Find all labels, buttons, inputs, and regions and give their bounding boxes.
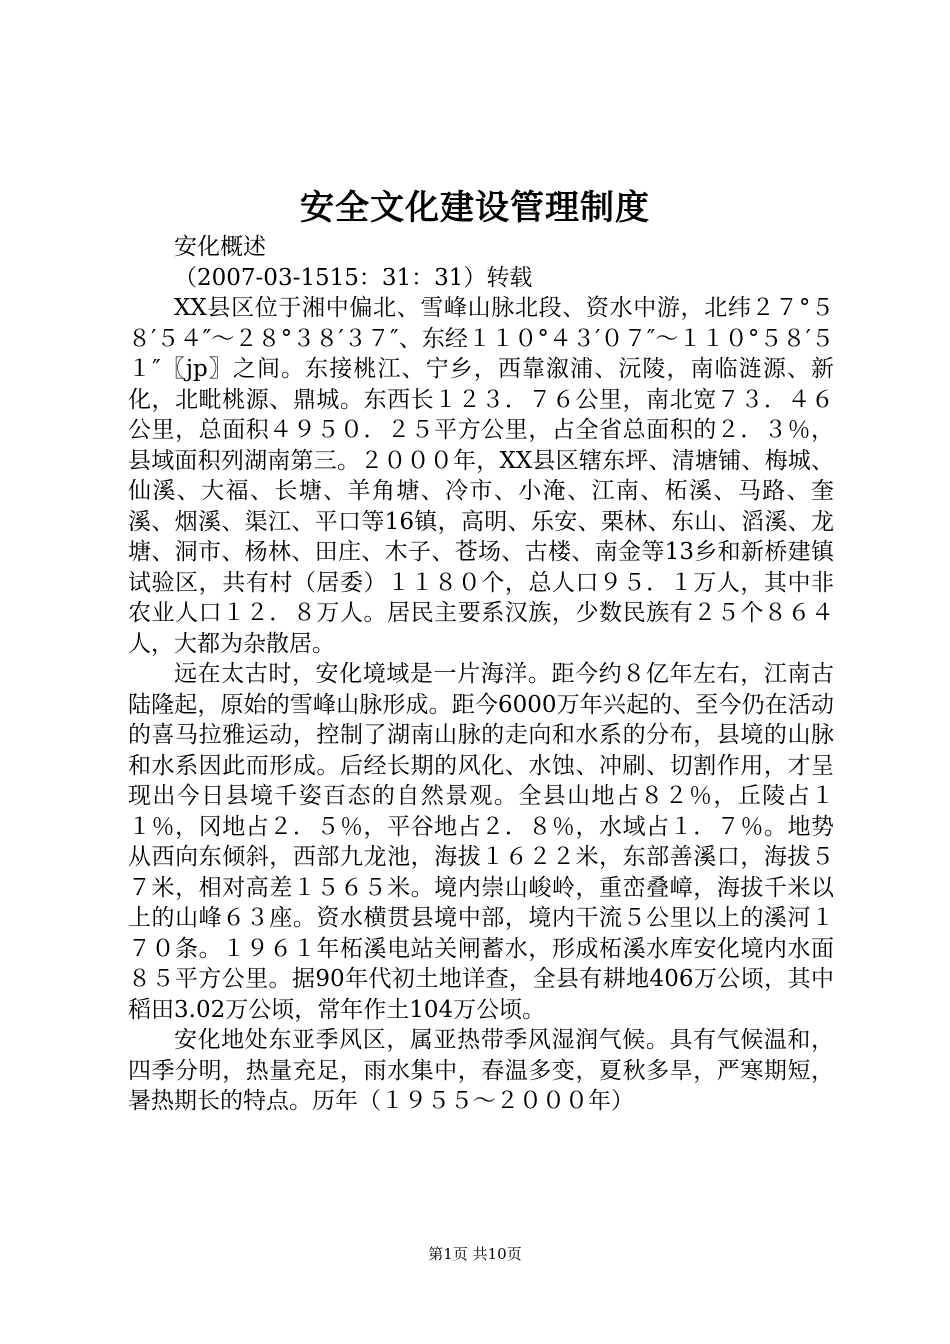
paragraph-geology: 远在太古时，安化境域是一片海洋。距今约８亿年左右，江南古陆隆起，原始的雪峰山脉形成。距今6000万年兴起的、至今仍在活动的喜马拉雅运动，控制了湖南山脉的走向和水系的分布，县境的山脉和水系因此而形成。后经长期的风化、水蚀、冲刷、切割作用，才呈现出今日县境千姿百态的自然景观。全县山地占８２％，丘陵占１１％，冈地占２．５％，平谷地占２．８％，水域占１．７％。地势从西向东倾斜，西部九龙池，海拔１６２２米，东部善溪口，海拔５７米，相对高差１５６５米。境内崇山峻岭，重峦叠嶂，海拔千米以上的山峰６３座。资水横贯县境中部，境内干流５公里以上的溪河１７０条。１９６１年柘溪电站关闸蓄水，形成柘溪水库安化境内水面８５平方公里。据90年代初土地详查，全县有耕地406万公顷，其中稻田3.02万公顷，常年作土104万公顷。 [128, 661, 834, 1023]
document-body [128, 232, 834, 1117]
section-heading: 安化概述 [174, 234, 266, 260]
document-title: 安全文化建设管理制度 [300, 188, 650, 228]
paragraph-climate: 安化地处东亚季风区，属亚热带季风湿润气候。具有气候温和，四季分明，热量充足，雨水集中，春温多变，夏秋多旱，严寒期短，暑热期长的特点。历年（１９５５～２０００年） [128, 1027, 834, 1114]
paragraph-location: XX县区位于湘中偏北、雪峰山脉北段、资水中游，北纬２７°５８′５４″～２８°３８′３７″、东经１１０°４３′０７″～１１０°５８′５１″〖jp〗之间。东接桃江、宁乡，西靠溆浦、沅陵，南临涟源、新化，北毗桃源、鼎城。东西长１２３．７６公里，南北宽７３．４６公里，总面积４９５０．２５平方公里，占全省总面积的２．３％，县域面积列湖南第三。２０００年，XX县区辖东坪、清塘铺、梅城、仙溪、大福、长塘、羊角塘、冷市、小淹、江南、柘溪、马路、奎溪、烟溪、渠江、平口等16镇，高明、乐安、栗林、东山、滔溪、龙塘、洞市、杨林、田庄、木子、苍场、古楼、南金等13乡和新桥建镇试验区，共有村（居委）１１８０个，总人口９５．１万人，其中非农业人口１２．８万人。居民主要系汉族，少数民族有２５个８６４人，大都为杂散居。 [128, 295, 834, 657]
repost-date-line: （2007-03-1515：31：31）转载 [174, 264, 533, 291]
page-footer: 第1页 共10页 [428, 1245, 522, 1263]
